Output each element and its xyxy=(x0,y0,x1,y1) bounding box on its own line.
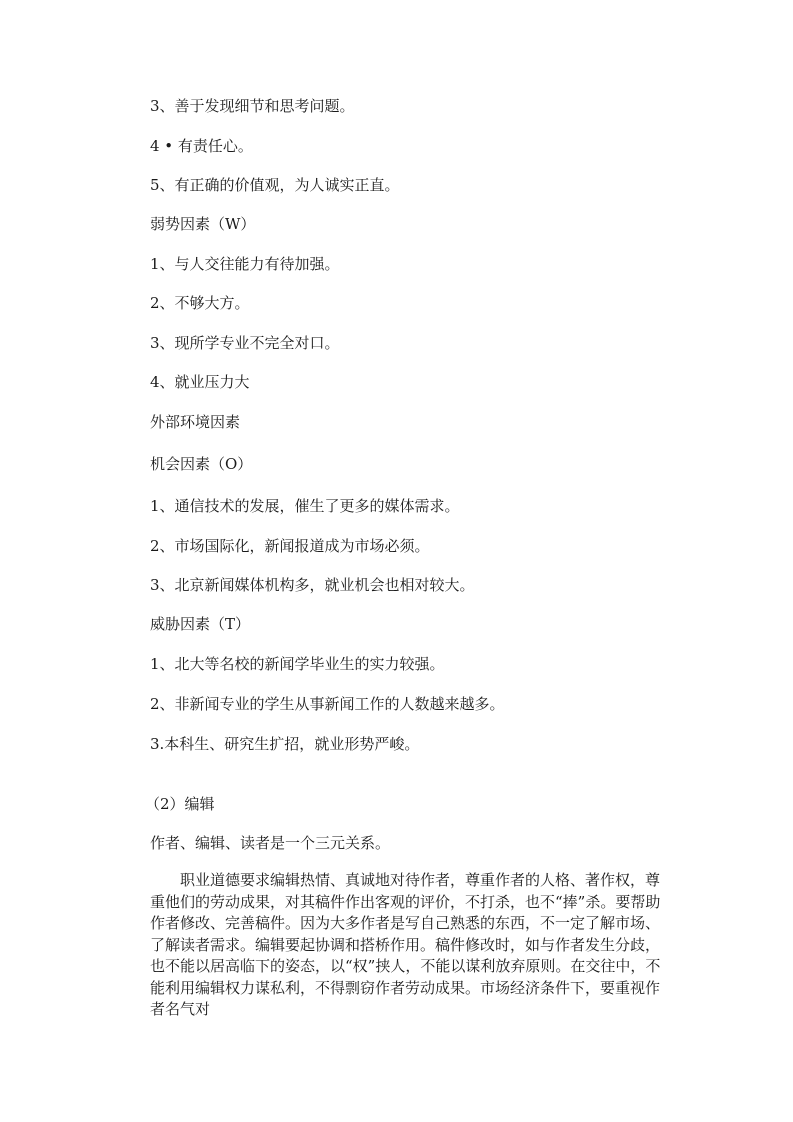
item-strength-4: 4 • 有责任心。 xyxy=(150,137,253,155)
heading-external: 外部环境因素 xyxy=(150,413,241,431)
item-threat-1: 1、北大等名校的新闻学毕业生的实力较强。 xyxy=(150,655,445,673)
item-strength-3: 3、善于发现细节和思考问题。 xyxy=(150,97,355,115)
heading-weakness: 弱势因素（W） xyxy=(150,215,256,233)
heading-threat: 威胁因素（T） xyxy=(150,615,251,633)
item-opportunity-1: 1、通信技术的发展，催生了更多的媒体需求。 xyxy=(150,497,460,515)
item-threat-2: 2、非新闻专业的学生从事新闻工作的人数越来越多。 xyxy=(150,695,505,713)
item-opportunity-2: 2、市场国际化，新闻报道成为市场必须。 xyxy=(150,537,430,555)
heading-opportunity: 机会因素（O） xyxy=(150,455,253,473)
item-strength-5: 5、有正确的价值观，为人诚实正直。 xyxy=(150,176,400,194)
item-weakness-2: 2、不够大方。 xyxy=(150,294,250,312)
body-paragraph: 职业道德要求编辑热情、真诚地对待作者，尊重作者的人格、著作权，尊重他们的劳动成果，对其稿件作出客观的评价，不打杀，也不“捧”杀。要帮助作者修改、完善稿件。因为大多作者是写自己熟悉的东西，不一定了解市场、了解读者需求。编辑要起协调和搭桥作用。稿件修改时，如与作者发生分歧，也不能以居高临下的姿态，以“权”挟人，不能以谋利放弃原则。在交往中，不能利用编辑权力谋私利，不得剽窃作者劳动成果。市场经济条件下，要重视作者名气对 xyxy=(150,871,661,1018)
item-weakness-1: 1、与人交往能力有待加强。 xyxy=(150,255,340,273)
item-opportunity-3: 3、北京新闻媒体机构多，就业机会也相对较大。 xyxy=(150,576,475,594)
item-weakness-4: 4、就业压力大 xyxy=(150,373,250,391)
item-weakness-3: 3、现所学专业不完全对口。 xyxy=(150,334,340,352)
item-threat-3: 3.本科生、研究生扩招，就业形势严峻。 xyxy=(150,735,420,753)
section-heading: （2）编辑 xyxy=(145,795,215,813)
intro-line: 作者、编辑、读者是一个三元关系。 xyxy=(150,834,391,852)
